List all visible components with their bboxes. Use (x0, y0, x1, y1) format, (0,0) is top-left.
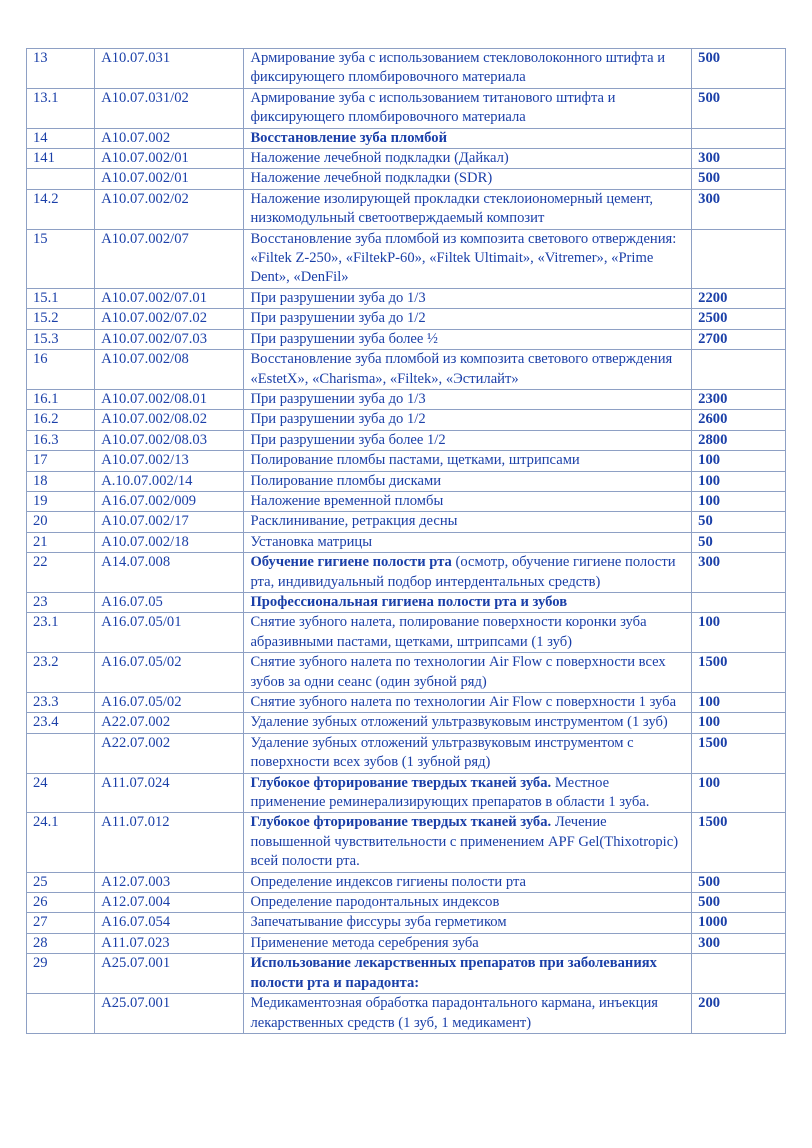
service-name-text: Полирование пломбы дисками (250, 472, 442, 489)
service-name (244, 913, 692, 933)
row-number: 15.1 (27, 288, 95, 308)
row-number: 14 (27, 128, 95, 148)
row-number: 22 (27, 553, 95, 593)
service-code: A.10.07.002/14 (95, 471, 244, 491)
service-price: 500 (692, 169, 786, 189)
service-name-text: Определение индексов гигиены полости рта (250, 873, 526, 890)
service-name-text: Запечатывание фиссуры зуба герметиком (250, 914, 507, 931)
table-row (27, 893, 786, 913)
service-name (244, 592, 692, 612)
service-price: 500 (692, 49, 786, 89)
service-name-text: При разрушении зуба до 1/2 (250, 411, 426, 428)
service-name-text: Снятие зубного налета по технологии Air Flow с поверхности 1 зуба (250, 694, 677, 710)
row-number (27, 169, 95, 189)
table-row (27, 653, 786, 693)
service-price (692, 229, 786, 288)
service-code: A10.07.002/18 (95, 532, 244, 552)
row-number: 13 (27, 49, 95, 89)
service-name-text: При разрушении зуба до 1/3 (250, 289, 426, 306)
service-price: 500 (692, 872, 786, 892)
service-name-bold: Глубокое фторирование твердых тканей зуба. (250, 774, 552, 791)
row-number (27, 994, 95, 1034)
service-name-text: (осмотр, обучение гигиене полости рта, индивидуальный подбор интердентальных средств) (250, 554, 676, 590)
service-code: A11.07.023 (95, 933, 244, 953)
table-row (27, 954, 786, 994)
row-number: 18 (27, 471, 95, 491)
service-code: A11.07.012 (95, 813, 244, 872)
table-row (27, 288, 786, 308)
row-number: 23 (27, 592, 95, 612)
table-row (27, 813, 786, 872)
service-code: A16.07.002/009 (95, 491, 244, 511)
table-row (27, 410, 786, 430)
service-name-text: При разрушении зуба более 1/2 (250, 431, 446, 448)
row-number: 141 (27, 149, 95, 169)
service-price: 1500 (692, 813, 786, 872)
service-name-text: Расклинивание, ретракция десны (250, 513, 458, 530)
table-row (27, 913, 786, 933)
table-row (27, 592, 786, 612)
service-name (244, 451, 692, 471)
row-number: 23.2 (27, 653, 95, 693)
service-name (244, 532, 692, 552)
service-name (244, 329, 692, 349)
service-code: A10.07.002/01 (95, 169, 244, 189)
table-row (27, 994, 786, 1034)
service-code: A10.07.002/08.01 (95, 389, 244, 409)
service-code: A16.07.05/02 (95, 653, 244, 693)
row-number: 23.4 (27, 713, 95, 733)
service-name (244, 309, 692, 329)
table-row (27, 733, 786, 773)
service-code: A10.07.002/02 (95, 189, 244, 229)
service-code: A10.07.002/13 (95, 451, 244, 471)
row-number: 15.3 (27, 329, 95, 349)
row-number: 24 (27, 773, 95, 813)
service-code: A12.07.003 (95, 872, 244, 892)
row-number: 29 (27, 954, 95, 994)
service-price: 100 (692, 451, 786, 471)
service-price: 300 (692, 933, 786, 953)
service-price: 300 (692, 553, 786, 593)
service-name-text: Наложение изолирующей прокладки стеклоиономерный цемент, низкомодульный светоотверждаемый композит (250, 190, 654, 227)
service-price: 500 (692, 893, 786, 913)
table-row (27, 512, 786, 532)
service-name (244, 872, 692, 892)
service-code: A10.07.002/07.03 (95, 329, 244, 349)
service-code: A14.07.008 (95, 553, 244, 593)
price-list-table (26, 48, 786, 1034)
row-number: 16.3 (27, 430, 95, 450)
row-number: 23.3 (27, 693, 95, 713)
row-number: 19 (27, 491, 95, 511)
service-name (244, 471, 692, 491)
service-name (244, 893, 692, 913)
service-name-text: Армирование зуба с использованием титанового штифта и фиксирующего пломбировочного материала (250, 89, 616, 126)
row-number: 15.2 (27, 309, 95, 329)
service-price: 100 (692, 471, 786, 491)
row-number: 14.2 (27, 189, 95, 229)
table-row (27, 471, 786, 491)
service-price: 300 (692, 149, 786, 169)
service-name-text: Определение пародонтальных индексов (250, 894, 500, 911)
service-price: 200 (692, 994, 786, 1034)
service-name-text: Снятие зубного налета по технологии Air Flow с поверхности всех зубов за одни сеанс (один зубной ряд) (250, 654, 666, 690)
service-name (244, 350, 692, 390)
service-price: 500 (692, 88, 786, 128)
service-name (244, 933, 692, 953)
table-row (27, 189, 786, 229)
service-price: 2500 (692, 309, 786, 329)
service-name-bold: Обучение гигиене полости рта (250, 554, 452, 571)
service-name (244, 410, 692, 430)
service-name (244, 149, 692, 169)
service-code: A10.07.031/02 (95, 88, 244, 128)
service-name (244, 994, 692, 1034)
row-number: 17 (27, 451, 95, 471)
table-row (27, 309, 786, 329)
table-row (27, 169, 786, 189)
service-name (244, 954, 692, 994)
row-number: 21 (27, 532, 95, 552)
service-name (244, 613, 692, 653)
service-price: 300 (692, 189, 786, 229)
service-code: A11.07.024 (95, 773, 244, 813)
service-name-text: При разрушении зуба более ½ (250, 330, 438, 347)
row-number: 16.2 (27, 410, 95, 430)
table-row (27, 773, 786, 813)
service-code: A16.07.054 (95, 913, 244, 933)
row-number: 28 (27, 933, 95, 953)
service-name-bold: Использование лекарственных препаратов при заболеваниях полости рта и парадонта: (250, 955, 657, 991)
service-price: 2700 (692, 329, 786, 349)
service-name (244, 389, 692, 409)
service-name-text: Удаление зубных отложений ультразвуковым инструментом (1 зуб) (250, 714, 668, 731)
service-price: 2800 (692, 430, 786, 450)
service-code: A25.07.001 (95, 954, 244, 994)
service-name-bold: Профессиональная гигиена полости рта и зубов (250, 593, 568, 610)
table-row (27, 872, 786, 892)
service-code: A10.07.002/17 (95, 512, 244, 532)
table-row (27, 693, 786, 713)
service-name (244, 491, 692, 511)
service-name-bold: Восстановление зуба пломбой (250, 129, 447, 146)
service-code: A10.07.002/01 (95, 149, 244, 169)
service-price: 2600 (692, 410, 786, 430)
service-code: A16.07.05/02 (95, 693, 244, 713)
service-name (244, 653, 692, 693)
row-number: 25 (27, 872, 95, 892)
service-name-text: Полирование пломбы пастами, щетками, штрипсами (250, 452, 580, 469)
service-code: A22.07.002 (95, 733, 244, 773)
service-code: A10.07.002/07.02 (95, 309, 244, 329)
service-price (692, 592, 786, 612)
service-name-bold: Глубокое фторирование твердых тканей зуба. (250, 814, 552, 831)
table-row (27, 389, 786, 409)
service-code: A10.07.002/07 (95, 229, 244, 288)
service-price: 2300 (692, 389, 786, 409)
service-price: 100 (692, 713, 786, 733)
service-code: A12.07.004 (95, 893, 244, 913)
row-number: 16 (27, 350, 95, 390)
service-price: 50 (692, 532, 786, 552)
service-name-text: Снятие зубного налета, полирование поверхности коронки зуба абразивными пастами, щетками, штрипсами (1 зуб) (250, 614, 647, 650)
service-name-text: Восстановление зуба пломбой из композита светового отверждения: «Filtek Z-250», «FiltekP-60», «Filtek Ultimait», «Vitremer», «Prime Dent», «DenFil» (250, 230, 677, 286)
service-price: 1500 (692, 653, 786, 693)
service-name-text: Наложение лечебной подкладки (Дайкал) (250, 150, 509, 167)
service-price: 1500 (692, 733, 786, 773)
service-name-text: Лечение повышенной чувствительности с применением APF Gel(Thixotropic) всей полости рта. (250, 814, 679, 870)
table-row (27, 491, 786, 511)
service-name-text: Местное применение реминерализирующих препаратов в области 1 зуба. (250, 774, 650, 811)
service-code: A10.07.002/07.01 (95, 288, 244, 308)
service-code: A10.07.031 (95, 49, 244, 89)
service-name-text: Медикаментозная обработка парадонтального кармана, инъекция лекарственных средств (1 зуб, 1 медикамент) (250, 995, 658, 1031)
service-name-text: Наложение лечебной подкладки (SDR) (250, 170, 493, 187)
table-row (27, 229, 786, 288)
service-name (244, 733, 692, 773)
table-row (27, 88, 786, 128)
service-name (244, 288, 692, 308)
table-row (27, 451, 786, 471)
table-row (27, 553, 786, 593)
service-name (244, 430, 692, 450)
service-name (244, 713, 692, 733)
service-name-text: Восстановление зуба пломбой из композита светового отверждения «EstetX», «Charisma», «Filtek», «Эстилайт» (250, 351, 673, 387)
service-code: A10.07.002 (95, 128, 244, 148)
service-code: A10.07.002/08 (95, 350, 244, 390)
service-name-text: При разрушении зуба до 1/2 (250, 310, 426, 327)
row-number: 16.1 (27, 389, 95, 409)
service-name-text: Наложение временной пломбы (250, 492, 444, 509)
service-price: 100 (692, 613, 786, 653)
service-name (244, 128, 692, 148)
service-name-text: При разрушении зуба до 1/3 (250, 390, 426, 407)
row-number: 27 (27, 913, 95, 933)
table-row (27, 613, 786, 653)
service-code: A25.07.001 (95, 994, 244, 1034)
service-price: 100 (692, 491, 786, 511)
service-name-text: Удаление зубных отложений ультразвуковым инструментом с поверхности всех зубов (1 зубной ряд) (250, 734, 634, 771)
table-row (27, 532, 786, 552)
table-row (27, 430, 786, 450)
service-price: 50 (692, 512, 786, 532)
service-code: A16.07.05/01 (95, 613, 244, 653)
service-price (692, 350, 786, 390)
service-code: A16.07.05 (95, 592, 244, 612)
service-name (244, 88, 692, 128)
service-name (244, 512, 692, 532)
service-name-text: Применение метода серебрения зуба (250, 934, 479, 951)
service-price: 1000 (692, 913, 786, 933)
table-row (27, 49, 786, 89)
service-name (244, 169, 692, 189)
row-number: 24.1 (27, 813, 95, 872)
table-row (27, 329, 786, 349)
service-code: A10.07.002/08.02 (95, 410, 244, 430)
row-number: 23.1 (27, 613, 95, 653)
service-name (244, 813, 692, 872)
service-price (692, 954, 786, 994)
service-name (244, 189, 692, 229)
row-number: 26 (27, 893, 95, 913)
table-row (27, 350, 786, 390)
table-row (27, 713, 786, 733)
row-number: 15 (27, 229, 95, 288)
service-price: 2200 (692, 288, 786, 308)
row-number (27, 733, 95, 773)
service-price: 100 (692, 773, 786, 813)
price-list-body (27, 49, 786, 1034)
service-name-text: Армирование зуба с использованием стекловолоконного штифта и фиксирующего пломбировочного материала (250, 50, 666, 86)
table-row (27, 933, 786, 953)
service-price (692, 128, 786, 148)
service-name (244, 773, 692, 813)
service-name (244, 229, 692, 288)
service-price: 100 (692, 693, 786, 713)
table-row (27, 149, 786, 169)
service-name (244, 693, 692, 713)
table-row (27, 128, 786, 148)
service-name (244, 49, 692, 89)
row-number: 20 (27, 512, 95, 532)
service-name-text: Установка матрицы (250, 533, 373, 550)
service-name (244, 553, 692, 593)
service-code: A10.07.002/08.03 (95, 430, 244, 450)
row-number: 13.1 (27, 88, 95, 128)
service-code: A22.07.002 (95, 713, 244, 733)
